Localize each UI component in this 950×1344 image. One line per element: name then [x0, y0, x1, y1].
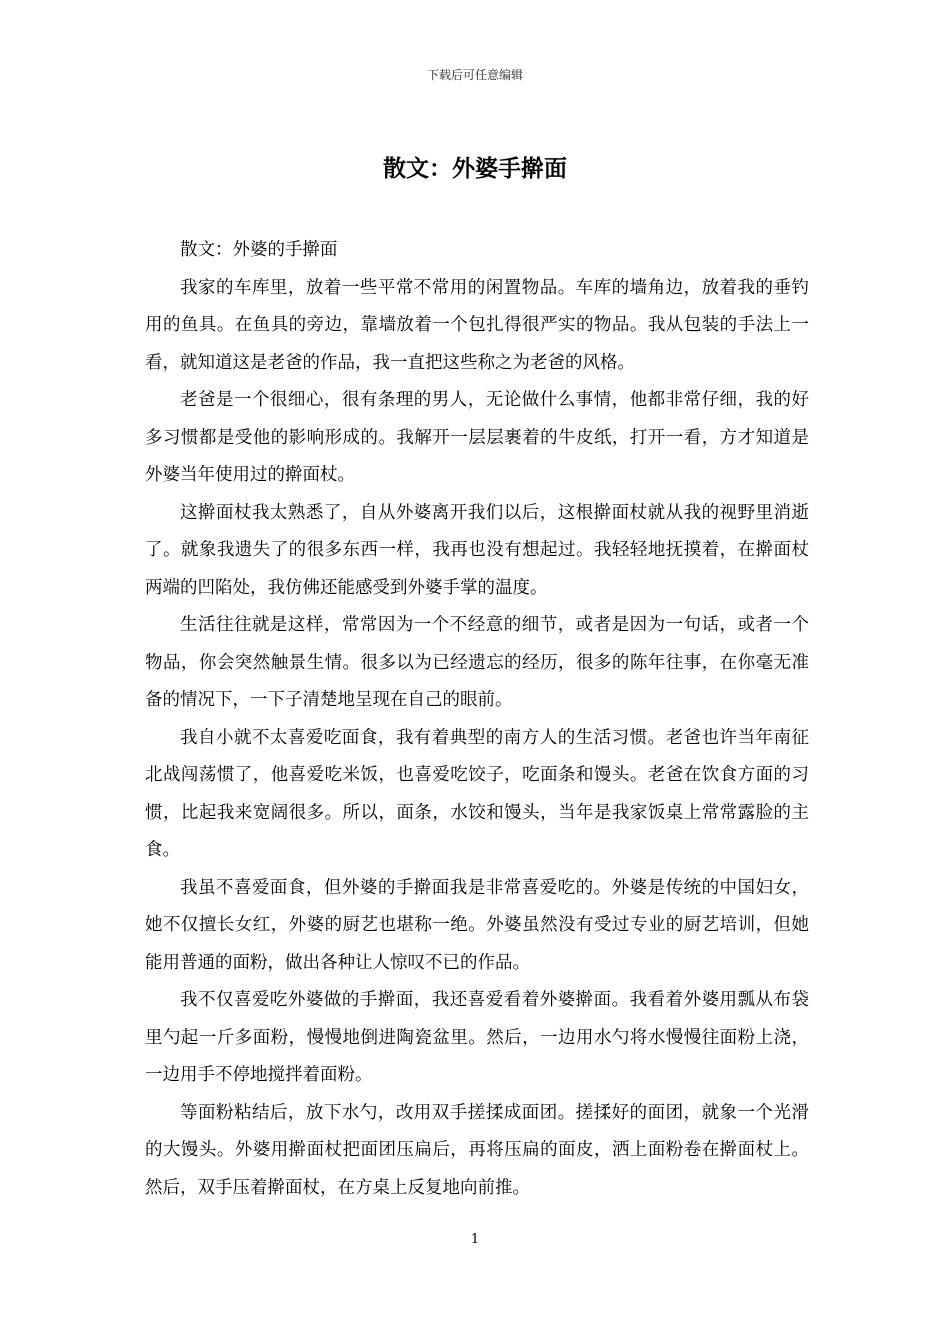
paragraph: 我自小就不太喜爱吃面食，我有着典型的南方人的生活习惯。老爸也许当年南征北战闯荡惯了，他喜爱吃米饭，也喜爱吃饺子，吃面条和馒头。老爸在饮食方面的习惯，比起我来宽阔很多。所以，面条，水饺和馒头，当年是我家饭桌上常常露脸的主食。 — [145, 727, 809, 860]
document-body — [145, 232, 809, 1207]
paragraph: 我虽不喜爱面食，但外婆的手擀面我是非常喜爱吃的。外婆是传统的中国妇女，她不仅擅长女红，外婆的厨艺也堪称一绝。外婆虽然没有受过专业的厨艺培训，但她能用普通的面粉，做出各种让人惊叹不已的作品。 — [145, 877, 809, 973]
page-number: 1 — [470, 1232, 480, 1247]
document-title: 散文：外婆手擀面 — [383, 155, 567, 182]
paragraph: 等面粉粘结后，放下水勺，改用双手搓揉成面团。搓揉好的面团，就象一个光滑的大馒头。外婆用擀面杖把面团压扁后，再将压扁的面皮，洒上面粉卷在擀面杖上。然后，双手压着擀面杖，在方桌上反复地向前推。 — [145, 1102, 809, 1198]
paragraph: 生活往往就是这样，常常因为一个不经意的细节，或者是因为一句话，或者一个物品，你会突然触景生情。很多以为已经遗忘的经历，很多的陈年往事，在你毫无准备的情况下，一下子清楚地呈现在自己的眼前。 — [145, 615, 809, 710]
paragraph: 我家的车库里，放着一些平常不常用的闲置物品。车库的墙角边，放着我的垂钓用的鱼具。在鱼具的旁边，靠墙放着一个包扎得很严实的物品。我从包装的手法上一看，就知道这是老爸的作品，我一直把这些称之为老爸的风格。 — [145, 277, 809, 373]
header-note: 下载后可任意编辑 — [426, 68, 523, 82]
paragraph: 我不仅喜爱吃外婆做的手擀面，我还喜爱看着外婆擀面。我看着外婆用瓢从布袋里勺起一斤多面粉，慢慢地倒进陶瓷盆里。然后，一边用水勺将水慢慢往面粉上浇，一边用手不停地搅拌着面粉。 — [145, 990, 809, 1085]
paragraph: 这擀面杖我太熟悉了，自从外婆离开我们以后，这根擀面杖就从我的视野里消逝了。就象我遗失了的很多东西一样，我再也没有想起过。我轻轻地抚摸着，在擀面杖两端的凹陷处，我仿佛还能感受到外婆手掌的温度。 — [145, 502, 809, 598]
paragraph: 老爸是一个很细心，很有条理的男人，无论做什么事情，他都非常仔细，我的好多习惯都是受他的影响形成的。我解开一层层裹着的牛皮纸，打开一看，方才知道是外婆当年使用过的擀面杖。 — [145, 390, 809, 485]
paragraph-subtitle: 散文：外婆的手擀面 — [180, 240, 338, 260]
